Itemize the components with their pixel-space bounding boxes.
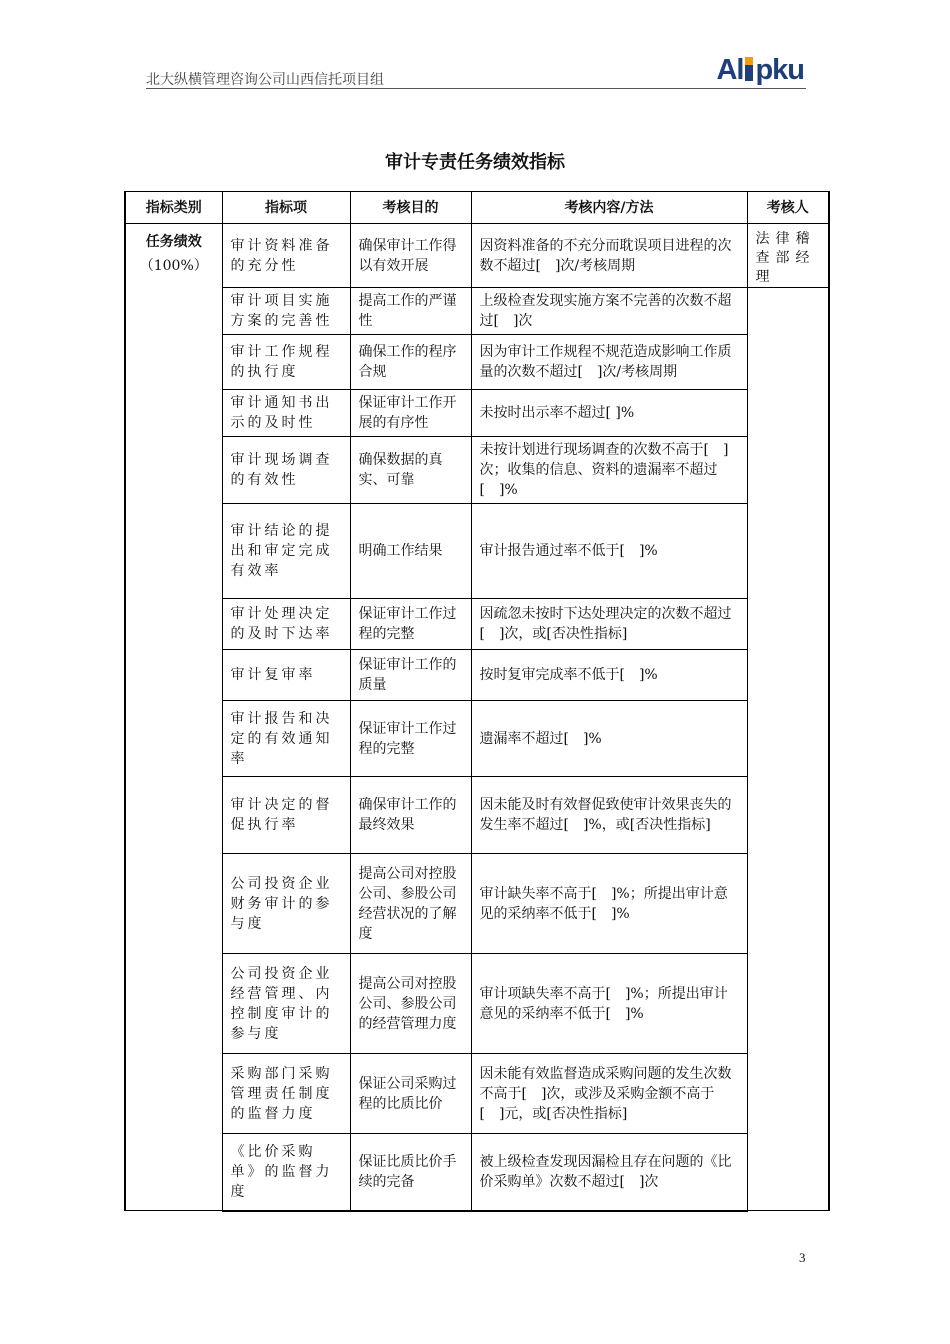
indicator-purpose: 提高公司对控股公司、参股公司经营状况的了解度 (350, 854, 471, 954)
column-header: 考核内容/方法 (471, 192, 747, 224)
indicator-item: 公司投资企业财务审计的参与度 (222, 854, 350, 954)
table-row (125, 288, 829, 335)
table-row (125, 390, 829, 437)
page-header (146, 54, 806, 89)
column-header: 考核人 (747, 192, 829, 224)
table-row (125, 224, 829, 288)
table-row (125, 650, 829, 701)
indicator-item: 《比价采购单》的监督力度 (222, 1134, 350, 1211)
indicator-method: 因未能有效监督造成采购问题的发生次数不高于[ ]次，或涉及采购金额不高于[ ]元，或[否决性指标] (471, 1054, 747, 1134)
indicator-item: 审计工作规程的执行度 (222, 335, 350, 390)
indicator-method: 未按计划进行现场调查的次数不高于[ ]次；收集的信息、资料的遗漏率不超过[ ]% (471, 437, 747, 504)
column-header: 考核目的 (350, 192, 471, 224)
indicator-item: 审计决定的督促执行率 (222, 777, 350, 854)
company-logo (716, 54, 804, 87)
indicator-purpose: 保证公司采购过程的比质比价 (350, 1054, 471, 1134)
indicator-method: 因未能及时有效督促致使审计效果丧失的发生率不超过[ ]%，或[否决性指标] (471, 777, 747, 854)
indicator-purpose: 保证审计工作过程的完整 (350, 599, 471, 650)
indicator-item: 公司投资企业经营管理、内控制度审计的参与度 (222, 954, 350, 1054)
indicator-method: 因为审计工作规程不规范造成影响工作质量的次数不超过[ ]次/考核周期 (471, 335, 747, 390)
indicator-purpose: 确保数据的真实、可靠 (350, 437, 471, 504)
indicator-item: 审计报告和决定的有效通知率 (222, 701, 350, 777)
table-row (125, 954, 829, 1054)
indicator-purpose: 保证比质比价手续的完备 (350, 1134, 471, 1211)
table-row (125, 854, 829, 954)
table-row (125, 1054, 829, 1134)
indicator-item: 审计通知书出示的及时性 (222, 390, 350, 437)
indicator-item: 审计复审率 (222, 650, 350, 701)
indicator-method: 因资料准备的不充分而耽误项目进程的次数不超过[ ]次/考核周期 (471, 224, 747, 288)
table-row (125, 437, 829, 504)
indicator-method: 按时复审完成率不低于[ ]% (471, 650, 747, 701)
indicator-purpose: 提高工作的严谨性 (350, 288, 471, 335)
indicator-purpose: 确保审计工作的最终效果 (350, 777, 471, 854)
metrics-table (124, 191, 830, 1212)
column-header: 指标类别 (125, 192, 222, 224)
category-percent: （100%） (139, 258, 208, 274)
page-number: 3 (799, 1250, 806, 1265)
indicator-item: 审计结论的提出和审定完成有效率 (222, 504, 350, 599)
indicator-purpose: 保证审计工作过程的完整 (350, 701, 471, 777)
indicator-method: 上级检查发现实施方案不完善的次数不超过[ ]次 (471, 288, 747, 335)
indicator-method: 审计项缺失率不高于[ ]%；所提出审计意见的采纳率不低于[ ]% (471, 954, 747, 1054)
reviewer-cell: 法律稽查部经理 (747, 224, 829, 288)
indicator-method: 遗漏率不超过[ ]% (471, 701, 747, 777)
category-label: 任务绩效 (145, 234, 202, 250)
table-row (125, 335, 829, 390)
category-cell (125, 224, 222, 1211)
indicator-method: 未按时出示率不超过[ ]% (471, 390, 747, 437)
indicator-item: 审计处理决定的及时下达率 (222, 599, 350, 650)
table-row (125, 504, 829, 599)
logo-mark-icon (745, 57, 753, 81)
indicator-purpose: 保证审计工作开展的有序性 (350, 390, 471, 437)
indicator-item: 审计现场调查的有效性 (222, 437, 350, 504)
header-org-name: 北大纵横管理咨询公司山西信托项目组 (146, 73, 384, 88)
logo-text-left: Al (716, 54, 744, 86)
indicator-method: 审计缺失率不高于[ ]%；所提出审计意见的采纳率不低于[ ]% (471, 854, 747, 954)
indicator-item: 采购部门采购管理责任制度的监督力度 (222, 1054, 350, 1134)
indicator-method: 被上级检查发现因漏检且存在问题的《比价采购单》次数不超过[ ]次 (471, 1134, 747, 1211)
indicator-purpose: 确保工作的程序合规 (350, 335, 471, 390)
indicator-item: 审计资料准备的充分性 (222, 224, 350, 288)
table-row (125, 599, 829, 650)
indicator-purpose: 提高公司对控股公司、参股公司的经营管理力度 (350, 954, 471, 1054)
indicator-item: 审计项目实施方案的完善性 (222, 288, 350, 335)
indicator-purpose: 确保审计工作得以有效开展 (350, 224, 471, 288)
indicator-purpose: 明确工作结果 (350, 504, 471, 599)
reviewer-continuation-cell (747, 288, 829, 1211)
table-row (125, 1134, 829, 1211)
column-header: 指标项 (222, 192, 350, 224)
indicator-method: 审计报告通过率不低于[ ]% (471, 504, 747, 599)
table-row (125, 777, 829, 854)
document-title: 审计专责任务绩效指标 (385, 152, 565, 173)
table-row (125, 701, 829, 777)
indicator-method: 因疏忽未按时下达处理决定的次数不超过[ ]次，或[否决性指标] (471, 599, 747, 650)
indicator-purpose: 保证审计工作的质量 (350, 650, 471, 701)
logo-text-right: pku (755, 54, 804, 86)
